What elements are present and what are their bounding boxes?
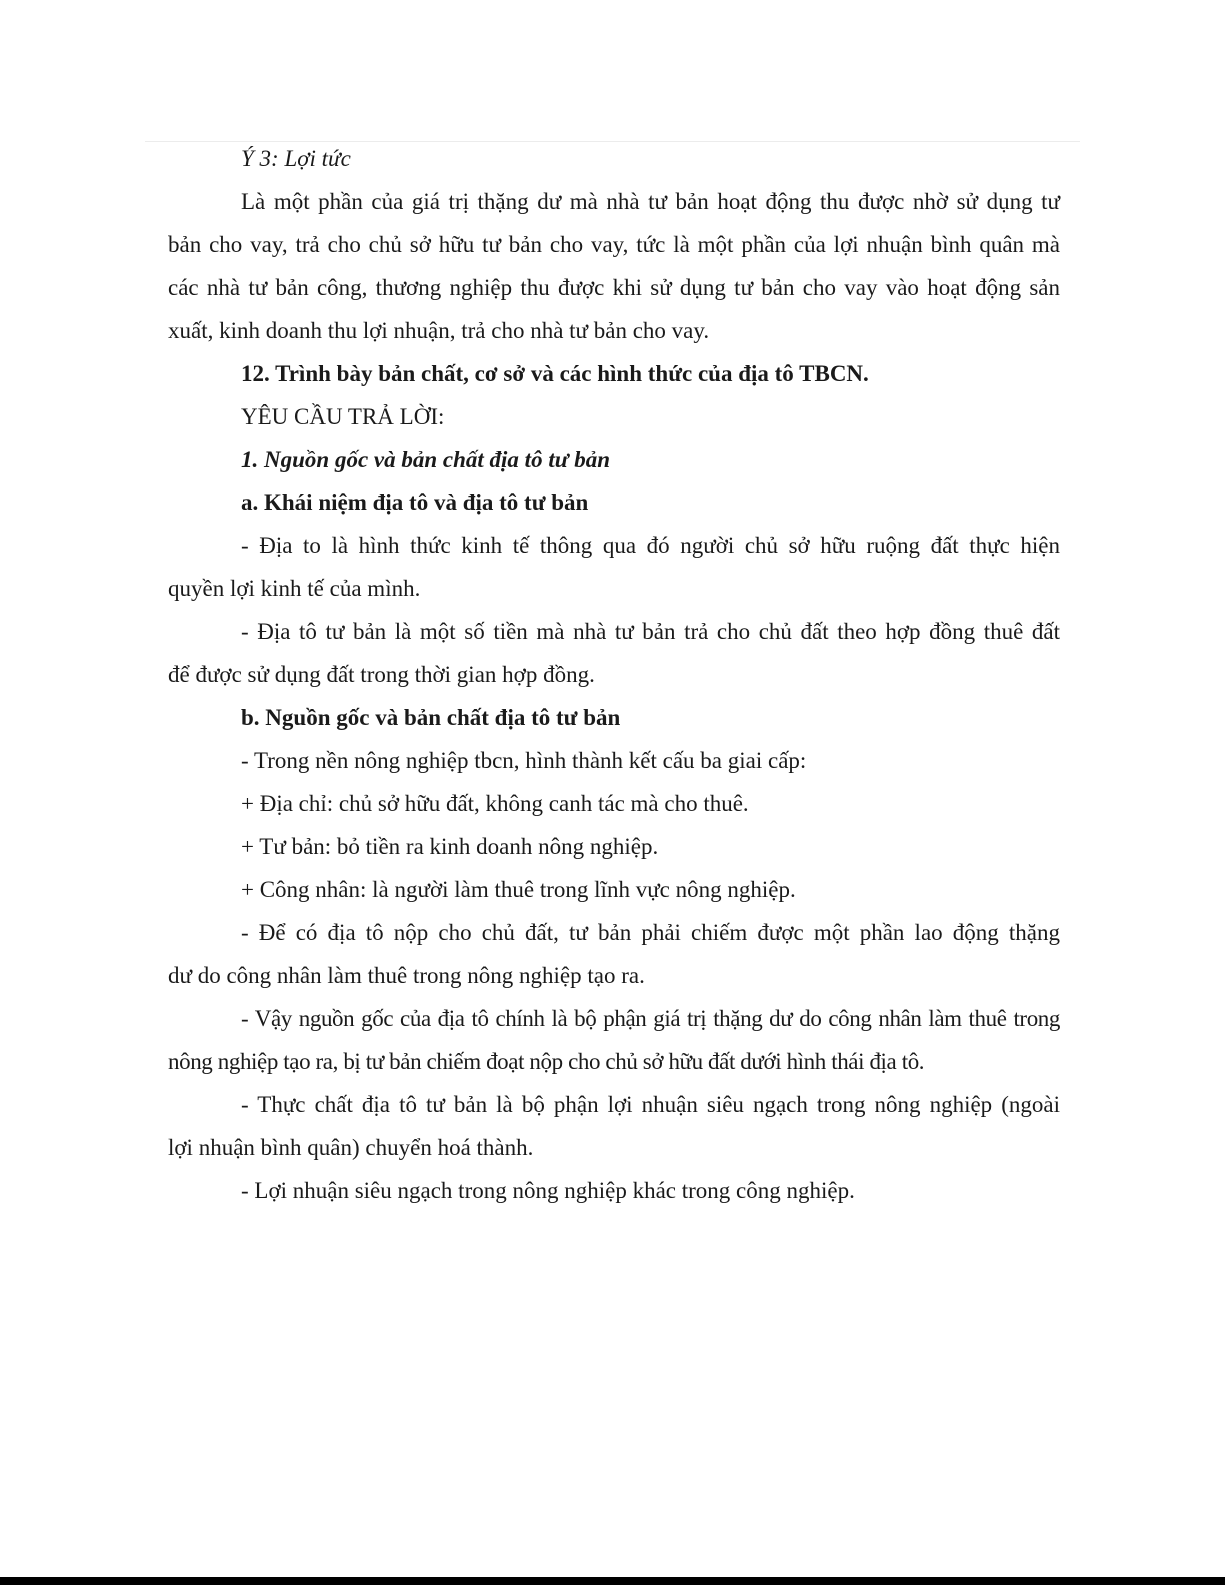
paragraph-line: dư do công nhân làm thuê trong nông nghiệp tạo ra. [168,963,645,988]
subsection-heading-loi-tuc: Ý 3: Lợi tức [241,146,351,171]
subsection-heading: b. Nguồn gốc và bản chất địa tô tư bản [241,705,621,730]
paragraph-line: - Để có địa tô nộp cho chủ đất, tư bản phải chiếm được một phần lao động thặng [241,920,1060,945]
answer-requirement-label: YÊU CẦU TRẢ LỜI: [241,404,445,429]
paragraph-line: - Vậy nguồn gốc của địa tô chính là bộ phận giá trị thặng dư do công nhân làm thuê trong [241,1006,1060,1031]
paragraph-line: - Lợi nhuận siêu ngạch trong nông nghiệp khác trong công nghiệp. [241,1178,855,1203]
list-item: + Công nhân: là người làm thuê trong lĩnh vực nông nghiệp. [241,877,796,902]
paragraph-line: để được sử dụng đất trong thời gian hợp đồng. [168,662,595,687]
paragraph-line: Là một phần của giá trị thặng dư mà nhà tư bản hoạt động thu được nhờ sử dụng tư [241,189,1060,214]
question-heading: 12. Trình bày bản chất, cơ sở và các hình thức của địa tô TBCN. [241,361,869,386]
list-item: + Tư bản: bỏ tiền ra kinh doanh nông nghiệp. [241,834,659,859]
paragraph-line: các nhà tư bản công, thương nghiệp thu được khi sử dụng tư bản cho vay vào hoạt động sản [168,275,1060,300]
subsection-heading: a. Khái niệm địa tô và địa tô tư bản [241,490,589,515]
paragraph-line: - Địa to là hình thức kinh tế thông qua đó người chủ sở hữu ruộng đất thực hiện [241,533,1060,558]
paragraph-line: lợi nhuận bình quân) chuyển hoá thành. [168,1135,534,1160]
section-heading: 1. Nguồn gốc và bản chất địa tô tư bản [241,447,611,472]
paragraph-line: bản cho vay, trả cho chủ sở hữu tư bản cho vay, tức là một phần của lợi nhuận bình quân mà [168,232,1060,257]
bottom-edge-bar [0,1577,1225,1585]
paragraph-line: - Địa tô tư bản là một số tiền mà nhà tư bản trả cho chủ đất theo hợp đồng thuê đất [241,619,1060,644]
paragraph-line: nông nghiệp tạo ra, bị tư bản chiếm đoạt nộp cho chủ sở hữu đất dưới hình thái địa tô. [168,1049,925,1074]
paragraph-line: quyền lợi kinh tế của mình. [168,576,421,601]
paragraph-line: xuất, kinh doanh thu lợi nhuận, trả cho nhà tư bản cho vay. [168,318,710,343]
list-item: - Trong nền nông nghiệp tbcn, hình thành kết cấu ba giai cấp: [241,748,807,773]
paragraph-line: - Thực chất địa tô tư bản là bộ phận lợi nhuận siêu ngạch trong nông nghiệp (ngoài [241,1092,1060,1117]
list-item: + Địa chỉ: chủ sở hữu đất, không canh tác mà cho thuê. [241,791,749,816]
document-page [168,139,1060,1214]
